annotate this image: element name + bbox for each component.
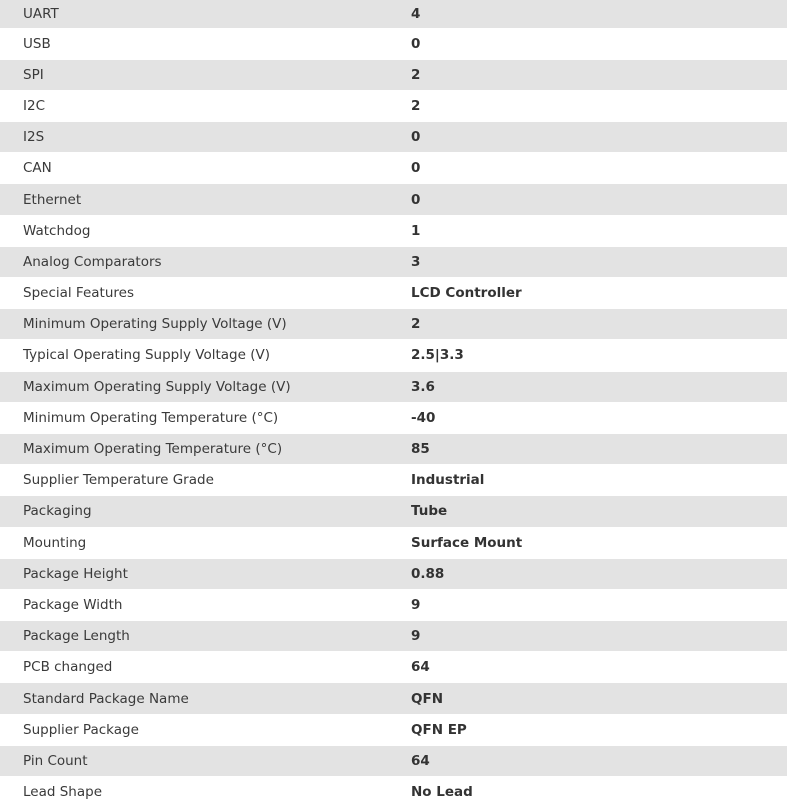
spec-label: Supplier Temperature Grade: [0, 465, 387, 496]
spec-value: 0: [387, 28, 787, 59]
spec-value: No Lead: [387, 777, 787, 808]
spec-row-standard-package-name: [0, 683, 787, 714]
spec-value: 1: [387, 215, 787, 246]
spec-row-lead-shape: [0, 777, 787, 808]
spec-label: Lead Shape: [0, 777, 387, 808]
spec-row-analog-comparators: [0, 246, 787, 277]
spec-label: PCB changed: [0, 652, 387, 683]
spec-value: 85: [387, 433, 787, 464]
spec-label: Minimum Operating Temperature (°C): [0, 402, 387, 433]
spec-row-i2c: [0, 90, 787, 121]
spec-row-supplier-package: [0, 714, 787, 745]
spec-row-pcb-changed: [0, 652, 787, 683]
spec-label: Special Features: [0, 278, 387, 309]
spec-label: Standard Package Name: [0, 683, 387, 714]
spec-row-watchdog: [0, 215, 787, 246]
spec-label: CAN: [0, 153, 387, 184]
spec-label: Pin Count: [0, 745, 387, 776]
spec-label: I2S: [0, 122, 387, 153]
spec-value: 2: [387, 90, 787, 121]
spec-row-mounting: [0, 527, 787, 558]
spec-label: Supplier Package: [0, 714, 387, 745]
spec-row-package-height: [0, 558, 787, 589]
spec-label: I2C: [0, 90, 387, 121]
spec-label: Package Length: [0, 621, 387, 652]
spec-label: Mounting: [0, 527, 387, 558]
spec-row-package-width: [0, 589, 787, 620]
spec-value: 2: [387, 309, 787, 340]
spec-row-uart: [0, 0, 787, 28]
spec-label: Ethernet: [0, 184, 387, 215]
spec-label: Maximum Operating Temperature (°C): [0, 433, 387, 464]
spec-label: Analog Comparators: [0, 246, 387, 277]
spec-value: 9: [387, 621, 787, 652]
spec-value: QFN: [387, 683, 787, 714]
spec-value: 3: [387, 246, 787, 277]
spec-label: USB: [0, 28, 387, 59]
spec-value: 2: [387, 59, 787, 90]
spec-row-max-supply-voltage: [0, 371, 787, 402]
spec-row-max-temperature: [0, 433, 787, 464]
spec-value: 4: [387, 0, 787, 28]
spec-label: Packaging: [0, 496, 387, 527]
spec-row-min-temperature: [0, 402, 787, 433]
spec-value: 64: [387, 652, 787, 683]
spec-row-usb: [0, 28, 787, 59]
spec-label: Watchdog: [0, 215, 387, 246]
spec-label: UART: [0, 0, 387, 28]
spec-value: Industrial: [387, 465, 787, 496]
spec-label: Maximum Operating Supply Voltage (V): [0, 371, 387, 402]
spec-row-spi: [0, 59, 787, 90]
spec-value: QFN EP: [387, 714, 787, 745]
spec-label: SPI: [0, 59, 387, 90]
spec-value: -40: [387, 402, 787, 433]
spec-value: LCD Controller: [387, 278, 787, 309]
spec-row-can: [0, 153, 787, 184]
spec-row-special-features: [0, 278, 787, 309]
spec-row-pin-count: [0, 745, 787, 776]
spec-value: 0: [387, 153, 787, 184]
spec-value: 0: [387, 184, 787, 215]
spec-value: 3.6: [387, 371, 787, 402]
spec-row-package-length: [0, 621, 787, 652]
spec-row-i2s: [0, 122, 787, 153]
spec-value: 9: [387, 589, 787, 620]
spec-row-typ-supply-voltage: [0, 340, 787, 371]
spec-value: Tube: [387, 496, 787, 527]
spec-label: Package Width: [0, 589, 387, 620]
spec-value: 0: [387, 122, 787, 153]
spec-label: Typical Operating Supply Voltage (V): [0, 340, 387, 371]
spec-row-min-supply-voltage: [0, 309, 787, 340]
spec-value: 64: [387, 745, 787, 776]
spec-row-ethernet: [0, 184, 787, 215]
spec-value: 0.88: [387, 558, 787, 589]
spec-value: 2.5|3.3: [387, 340, 787, 371]
spec-label: Minimum Operating Supply Voltage (V): [0, 309, 387, 340]
spec-row-packaging: [0, 496, 787, 527]
spec-value: Surface Mount: [387, 527, 787, 558]
spec-label: Package Height: [0, 558, 387, 589]
spec-row-temperature-grade: [0, 465, 787, 496]
